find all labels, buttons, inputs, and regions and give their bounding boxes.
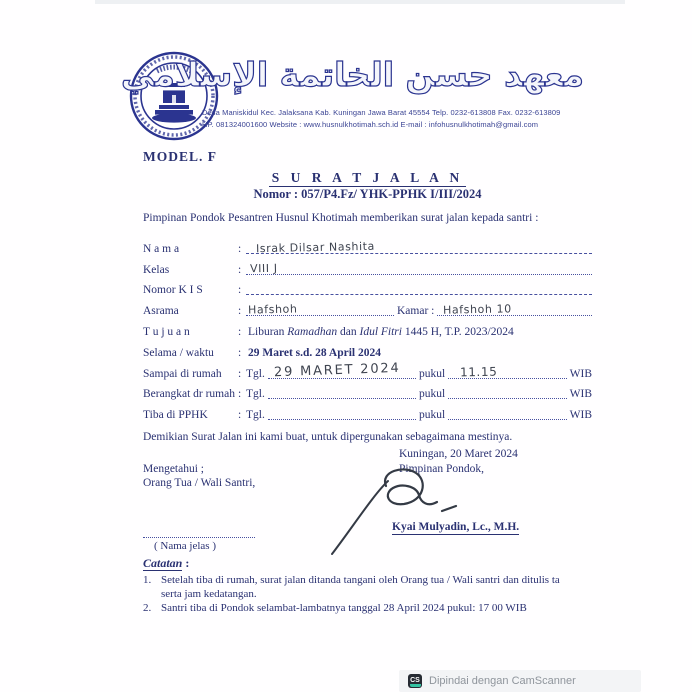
catatan-heading xyxy=(143,556,189,571)
colon: : xyxy=(238,263,242,276)
row-nama xyxy=(143,236,592,257)
note-2-text: Santri tiba di Pondok selambat-lambatnya tanggal 28 April 2024 pukul: 17 00 WIB xyxy=(161,602,527,614)
camscanner-icon-label: CS xyxy=(410,676,420,684)
tiba-label: Tiba di PPHK xyxy=(143,409,208,422)
sampai-wib-label: WIB xyxy=(569,367,592,380)
tiba-pukul-line xyxy=(448,402,566,423)
document-title-wrap xyxy=(143,169,592,187)
camscanner-watermark-text: Dipindai dengan CamScanner xyxy=(429,675,576,687)
row-kelas xyxy=(143,257,592,278)
berangkat-value-area xyxy=(246,382,592,403)
sampai-tgl-label: Tgl. xyxy=(246,367,265,380)
tujuan-value: Liburan Ramadhan dan Idul Fitri 1445 H, T.P. 2023/2024 xyxy=(248,325,514,338)
note-1-line-2: serta jam kedatangan. xyxy=(161,588,257,600)
tiba-tgl-line xyxy=(268,402,416,423)
note-1-line-1: Setelah tiba di rumah, surat jalan ditanda tangani oleh Orang tua / Wali santri dan ditulis ta xyxy=(161,574,560,586)
note-2-number: 2. xyxy=(143,602,152,614)
catatan-word: Catatan xyxy=(143,556,183,570)
mengetahui-label: Mengetahui ; xyxy=(143,463,204,475)
sampai-pukul-label: pukul xyxy=(418,367,446,380)
nama-handwritten-value: Israk Dilsar Nashita xyxy=(255,239,376,256)
kyai-signature-name: Kyai Mulyadin, Lc., M.H. xyxy=(392,521,520,533)
berangkat-label: Berangkat dr rumah xyxy=(143,388,235,401)
colon: : xyxy=(238,346,242,359)
nomor-kis-fill-line xyxy=(246,294,592,295)
nomor-kis-value-area xyxy=(246,278,592,299)
document-title: S U R A T J A L A N xyxy=(269,170,466,187)
asrama-handwritten-value: Hafshoh xyxy=(247,302,298,317)
kelas-handwritten-value: VIII J xyxy=(249,261,278,275)
tujuan-value-area xyxy=(246,319,592,340)
berangkat-tgl-line xyxy=(268,382,416,403)
row-selama xyxy=(143,340,592,361)
berangkat-tgl-label: Tgl. xyxy=(246,388,265,401)
intro-paragraph: Pimpinan Pondok Pesantren Husnul Khotimah memberikan surat jalan kepada santri : xyxy=(143,212,539,224)
kamar-handwritten-value: Hafshoh 10 xyxy=(443,302,513,317)
sampai-pukul-handwritten: 11.15 xyxy=(460,364,498,379)
colon: : xyxy=(238,388,242,401)
tiba-pukul-label: pukul xyxy=(418,409,446,422)
document-number: Nomor : 057/P4.Fz/ YHK-PPHK I/III/2024 xyxy=(253,187,482,201)
colon: : xyxy=(185,556,190,570)
address-line-1: Desa Maniskidul Kec. Jalaksana Kab. Kuningan Jawa Barat 45554 Telp. 0232-613808 Fax. 0232-613809 xyxy=(202,108,561,117)
row-berangkat xyxy=(143,382,592,403)
kelas-fill-line xyxy=(246,274,592,275)
selama-value-area xyxy=(246,340,592,361)
selama-label: Selama / waktu xyxy=(143,346,214,359)
sampai-value-area xyxy=(246,361,592,382)
tiba-wib-label: WIB xyxy=(569,409,592,422)
school-address-block xyxy=(202,107,602,131)
note-item-1 xyxy=(143,573,592,601)
kamar-fill-line xyxy=(437,298,592,319)
asrama-fill-line xyxy=(246,298,394,319)
kelas-label: Kelas xyxy=(143,263,170,276)
sampai-pukul-line xyxy=(448,361,566,382)
colon: : xyxy=(238,409,242,422)
note-item-2 xyxy=(143,601,592,615)
selama-value: 29 Maret s.d. 28 April 2024 xyxy=(248,346,381,359)
colon: : xyxy=(238,284,242,297)
sampai-label: Sampai di rumah xyxy=(143,367,222,380)
tiba-value-area xyxy=(246,402,592,423)
row-asrama xyxy=(143,298,592,319)
tujuan-label: T u j u a n xyxy=(143,325,190,338)
nama-jelas-hint: ( Nama jelas ) xyxy=(154,540,216,552)
sampai-tgl-handwritten: 29 MARET 2024 xyxy=(273,360,401,380)
signature-scribble xyxy=(322,466,480,560)
orang-tua-label: Orang Tua / Wali Santri, xyxy=(143,477,256,489)
camscanner-icon xyxy=(408,674,422,688)
nama-value-area xyxy=(246,236,592,257)
berangkat-wib-label: WIB xyxy=(569,388,592,401)
kamar-label: Kamar : xyxy=(397,305,435,318)
arabic-school-title: معهد حسن الخاتمة الإسلامي xyxy=(120,55,584,94)
parent-name-fill-line xyxy=(143,536,255,538)
note-1-text xyxy=(161,573,592,601)
sampai-tgl-line xyxy=(268,361,416,382)
nama-label: N a m a xyxy=(143,242,180,255)
tiba-tgl-label: Tgl. xyxy=(246,409,265,422)
model-label: MODEL. F xyxy=(143,149,217,164)
berangkat-pukul-line xyxy=(448,382,566,403)
pimpinan-pondok-label: Pimpinan Pondok, xyxy=(399,463,484,475)
colon: : xyxy=(238,305,242,318)
nomor-kis-label: Nomor K I S xyxy=(143,284,203,297)
row-tiba xyxy=(143,402,592,423)
colon: : xyxy=(238,367,242,380)
row-tujuan xyxy=(143,319,592,340)
colon: : xyxy=(238,325,242,338)
camscanner-watermark-bar xyxy=(399,670,641,692)
berangkat-pukul-label: pukul xyxy=(418,388,446,401)
row-nomor-kis xyxy=(143,278,592,299)
kelas-value-area xyxy=(246,257,592,278)
place-date: Kuningan, 20 Maret 2024 xyxy=(399,448,518,460)
row-sampai xyxy=(143,361,592,382)
note-1-number: 1. xyxy=(143,574,152,586)
asrama-value-area xyxy=(246,298,592,319)
colon: : xyxy=(238,242,242,255)
address-line-2: HP. 081324001600 Website : www.husnulkhotimah.sch.id E-mail : infohusnulkhotimah@gmail.com xyxy=(202,120,539,129)
scan-top-edge xyxy=(95,0,625,4)
asrama-label: Asrama xyxy=(143,305,179,318)
closing-statement: Demikian Surat Jalan ini kami buat, untuk dipergunakan sebagaimana mestinya. xyxy=(143,431,513,443)
note-list xyxy=(143,573,592,615)
form-rows xyxy=(143,236,592,423)
